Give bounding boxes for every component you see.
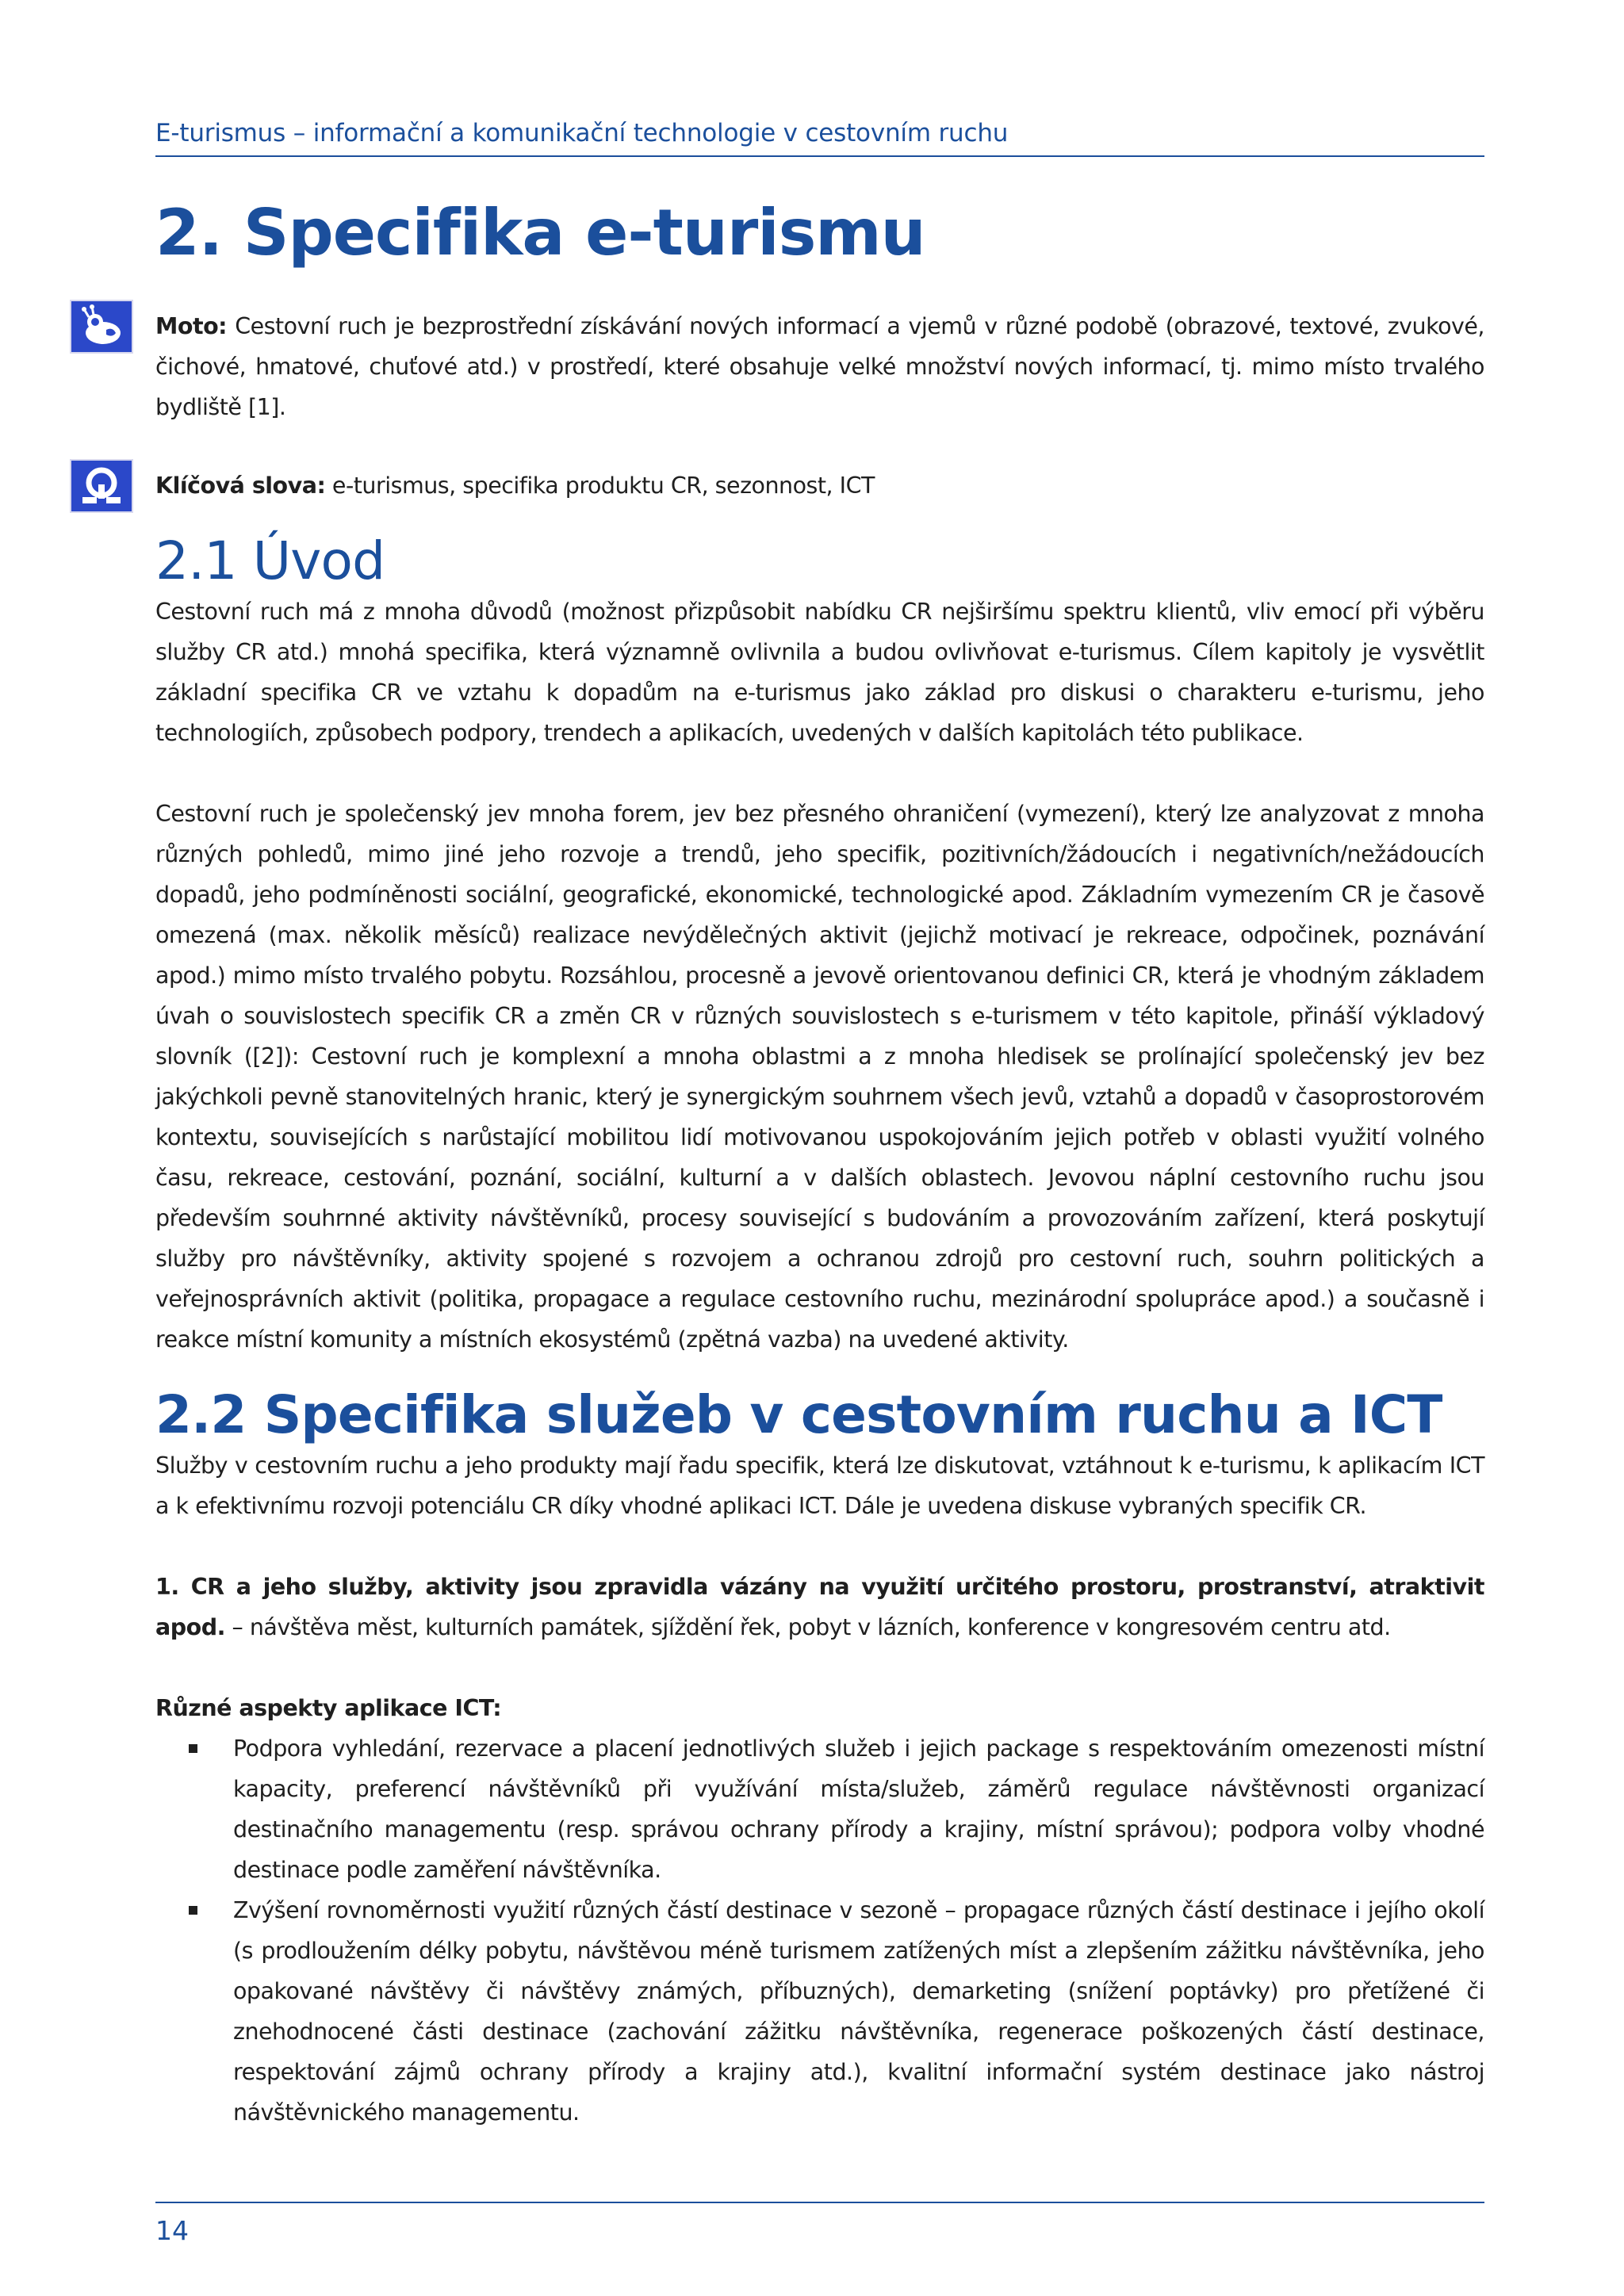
page-content bbox=[155, 178, 1484, 2133]
keywords-text: e-turismus, specifika produktu CR, sezonnost, ICT bbox=[325, 473, 875, 499]
aspects-heading: Různé aspekty aplikace ICT: bbox=[155, 1694, 502, 1721]
paragraph-gap bbox=[155, 753, 1484, 794]
keywords-label: Klíčová slova: bbox=[155, 473, 326, 499]
section-title-specifika: 2.2 Specifika služeb v cestovním ruchu a ICT bbox=[155, 1383, 1442, 1445]
aspect-text: Zvýšení rovnoměrnosti využití různých částí destinace v sezoně – propagace různých částí destinace i jejího okolí (s prodloužením délky pobytu, návštěvou méně turismem zatížených míst a zlepšením zážitku návštěvníka, jeho opakované návštěvy či návštěvy známých, příbuzných), demarketing (snížení poptávky) pro přetížené či znehodnocené části destinace (zachování zážitku návštěvníka, regenerace poškozených částí destinace, respektování zájmů ochrany přírody a krajiny atd.), kvalitní informační systém destinace jako nástroj návštěvnického managementu. bbox=[233, 1896, 1484, 2126]
bullet-icon bbox=[189, 1906, 197, 1915]
aspects-list bbox=[155, 1728, 1484, 2133]
running-header: E-turismus – informační a komunikační technologie v cestovním ruchu bbox=[155, 119, 1009, 147]
item-1-head: 1. CR a jeho služby, aktivity jsou zpravidla vázány na využití určitého prostoru, prostranství, atraktivit apod. bbox=[155, 1573, 1484, 1640]
bullet-icon bbox=[189, 1744, 197, 1753]
moto-text: Cestovní ruch je bezprostřední získávání nových informací a vjemů v různé podobě (obrazové, textové, zvukové, čichové, hmatové, chuťové atd.) v prostředí, které obsahuje velké množství nových informací, tj. mimo místo trvalého bydliště [1]. bbox=[155, 313, 1484, 420]
list-item bbox=[155, 1890, 1484, 2133]
paragraph-gap bbox=[155, 1647, 1484, 1688]
key-icon bbox=[70, 459, 133, 513]
list-item bbox=[155, 1728, 1484, 1890]
uvod-paragraph-2: Cestovní ruch je společenský jev mnoha forem, jev bez přesného ohraničení (vymezení), který lze analyzovat z mnoha různých pohledů, mimo jiné jeho rozvoje a trendů, jeho specifik, pozitivních/žádoucích i negativních/nežádoucích dopadů, jeho podmíněnosti sociální, geografické, ekonomické, technologické apod. Základním vymezením CR je časově omezená (max. několik měsíců) realizace nevýdělečných aktivit (jejichž motivací je rekreace, odpočinek, poznávání apod.) mimo místo trvalého pobytu. Rozsáhlou, procesně a jevově orientovanou definici CR, která je vhodným základem úvah o souvislostech specifik CR a změn CR v různých souvislostech s e-turismem v této kapitole, přináší výkladový slovník ([2]): Cestovní ruch je komplexní a mnoha oblastmi a z mnoha hledisek se prolínající společenský jev bez jakýchkoli pevně stanovitelných hranic, který je synergickým souhrnem všech jevů, vztahů a dopadů v časoprostorovém kontextu, souvisejících s narůstající mobilitou lidí motivovanou uspokojováním jejich potřeb v oblasti využití volného času, rekreace, cestování, poznání, sociální, kulturní a v dalších oblastech. Jevovou náplní cestovního ruchu jsou především souhrnné aktivity návštěvníků, procesy související s budováním a provozováním zařízení, která poskytují služby pro návštěvníky, aktivity spojené s rozvojem a ochranou zdrojů pro cestovní ruch, souhrn politických a veřejnosprávních aktivit (politika, propagace a regulace cestovního ruchu, mezinárodní spolupráce apod.) a současně i reakce místní komunity a místních ekosystémů (zpětná vazba) na uvedené aktivity. bbox=[155, 800, 1484, 1353]
keywords-paragraph bbox=[155, 465, 1484, 506]
moto-paragraph bbox=[155, 306, 1484, 427]
moto-label: Moto: bbox=[155, 313, 228, 339]
specifika-item-1 bbox=[155, 1567, 1484, 1647]
moto-block bbox=[155, 306, 1484, 427]
aspect-text: Podpora vyhledání, rezervace a placení jednotlivých služeb i jejich package s respektováním omezenosti místní kapacity, preferencí návštěvníků při využívání místa/služeb, záměrů regulace návštěvnosti organizací destinačního managementu (resp. správou ochrany přírody a krajiny, místní správou); podpora volby vhodné destinace podle zaměření návštěvníka. bbox=[233, 1735, 1484, 1883]
header-rule bbox=[155, 155, 1484, 157]
specifika-intro: Služby v cestovním ruchu a jeho produkty mají řadu specifik, která lze diskutovat, vztáhnout k e-turismu, k aplikacím ICT a k efektivnímu rozvoji potenciálu CR díky vhodné aplikaci ICT. Dále je uvedena diskuse vybraných specifik CR. bbox=[155, 1452, 1484, 1519]
footer-rule bbox=[155, 2202, 1484, 2203]
uvod-paragraph-1: Cestovní ruch má z mnoha důvodů (možnost přizpůsobit nabídku CR nejširšímu spektru klientů, vliv emocí při výběru služby CR atd.) mnohá specifika, která významně ovlivnila a budou ovlivňovat e-turismus. Cílem kapitoly je vysvětlit základní specifika CR ve vztahu k dopadům na e-turismus jako základ pro diskusi o charakteru e-turismu, jeho technologiích, způsobech podpory, trendech a aplikacích, uvedených v dalších kapitolách této publikace. bbox=[155, 598, 1484, 746]
item-1-text: – návštěva měst, kulturních památek, sjíždění řek, pobyt v lázních, konference v kongresovém centru atd. bbox=[224, 1613, 1391, 1640]
chapter-title: 2. Specifika e-turismu bbox=[155, 196, 925, 270]
page-number: 14 bbox=[155, 2215, 189, 2246]
paragraph-gap bbox=[155, 1526, 1484, 1567]
snail-icon bbox=[70, 300, 133, 354]
section-title-uvod: 2.1 Úvod bbox=[155, 530, 385, 591]
keywords-block bbox=[155, 465, 1484, 506]
